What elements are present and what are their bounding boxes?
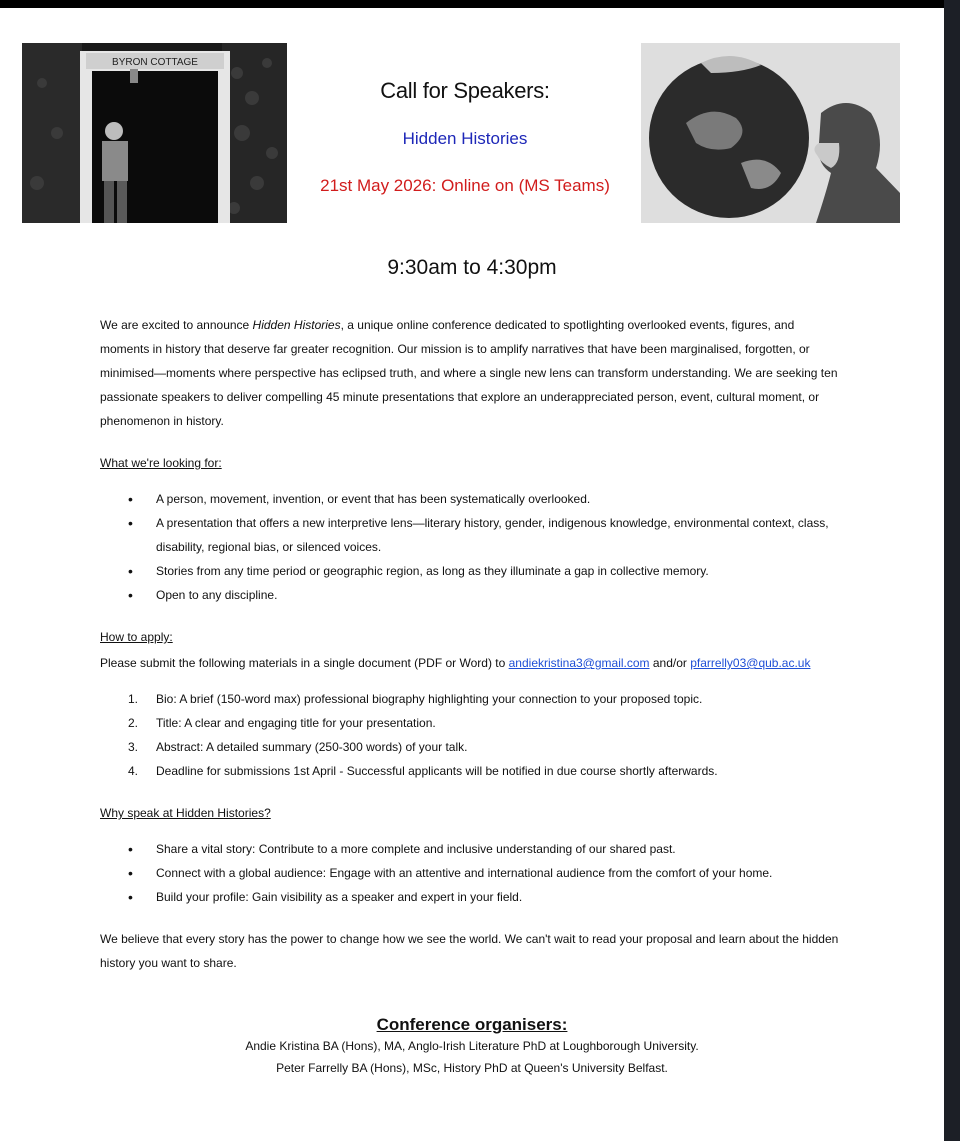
apply-instructions: Please submit the following materials in a single document (PDF or Word) to andiekristina3@gmail.com and/or pfarrelly03@qub.ac.uk xyxy=(100,656,811,670)
list-item: 4. Deadline for submissions 1st April - Successful applicants will be notified in due course shortly afterwards. xyxy=(128,764,718,778)
list-item: • Share a vital story: Contribute to a more complete and inclusive understanding of our shared past. xyxy=(128,841,676,857)
how-to-apply-heading: How to apply: xyxy=(100,630,173,644)
globe-photo xyxy=(641,43,900,223)
organiser-andie: Andie Kristina BA (Hons), MA, Anglo-Irish Literature PhD at Loughborough University. xyxy=(245,1039,699,1053)
event-name: Hidden Histories xyxy=(402,129,528,148)
list-item: • Stories from any time period or geographic region, as long as they illuminate a gap in collective memory. xyxy=(128,563,709,579)
email-link-peter[interactable]: pfarrelly03@qub.ac.uk xyxy=(690,656,811,670)
looking-for-heading: What we're looking for: xyxy=(100,456,222,470)
email-link-andie[interactable]: andiekristina3@gmail.com xyxy=(508,656,650,670)
organisers-block xyxy=(0,1015,944,1079)
closing-paragraph: We believe that every story has the power to change how we see the world. We can't wait to read your proposal and learn about the hidden history you want to share. xyxy=(100,932,839,970)
page-title: Call for Speakers: xyxy=(380,78,550,103)
list-item: • A person, movement, invention, or event that has been systematically overlooked. xyxy=(128,491,591,507)
organisers-heading: Conference organisers: xyxy=(376,1015,568,1034)
list-item: 1. Bio: A brief (150-word max) professional biography highlighting your connection to your proposed topic. xyxy=(128,692,703,706)
document-page xyxy=(0,8,944,1141)
looking-for-list xyxy=(100,487,840,607)
event-time: 9:30am to 4:30pm xyxy=(387,256,557,279)
list-item: 3. Abstract: A detailed summary (250-300 words) of your talk. xyxy=(128,740,468,754)
apply-steps-list xyxy=(100,687,840,783)
cottage-sign-text: BYRON COTTAGE xyxy=(112,57,198,68)
list-item: • Build your profile: Gain visibility as a speaker and expert in your field. xyxy=(128,889,523,905)
event-date: 21st May 2026: Online on (MS Teams) xyxy=(320,176,610,195)
doorway-photo xyxy=(22,43,287,223)
list-item: 2. Title: A clear and engaging title for your presentation. xyxy=(128,716,436,730)
list-item: • Open to any discipline. xyxy=(128,587,278,603)
intro-italic-title: Hidden Histories xyxy=(252,318,341,332)
document-body xyxy=(100,313,840,987)
scrollbar-track[interactable] xyxy=(944,0,960,1141)
why-speak-heading: Why speak at Hidden Histories? xyxy=(100,806,271,820)
organiser-peter: Peter Farrelly BA (Hons), MSc, History PhD at Queen's University Belfast. xyxy=(276,1061,668,1075)
intro-paragraph: We are excited to announce Hidden Histories, a unique online conference dedicated to spotlighting overlooked events, figures, and moments in history that deserve far greater recognition. Our mission is to amplify narratives that have been marginalised, forgotten, or minimised—moments where perspective has eclipsed truth, and where a single new lens can transform understanding. We are seeking ten passionate speakers to deliver compelling 45 minute presentations that explore an underappreciated person, event, cultural moment, or phenomenon in history. xyxy=(100,318,838,428)
top-black-bar xyxy=(0,0,960,8)
list-item: • Connect with a global audience: Engage with an attentive and international audience from the comfort of your home. xyxy=(128,865,773,881)
why-speak-list xyxy=(100,837,840,909)
list-item: • A presentation that offers a new interpretive lens—literary history, gender, indigenous knowledge, environmental context, class, disability, regional bias, or silenced voices. xyxy=(128,515,829,554)
header-block xyxy=(300,78,630,196)
